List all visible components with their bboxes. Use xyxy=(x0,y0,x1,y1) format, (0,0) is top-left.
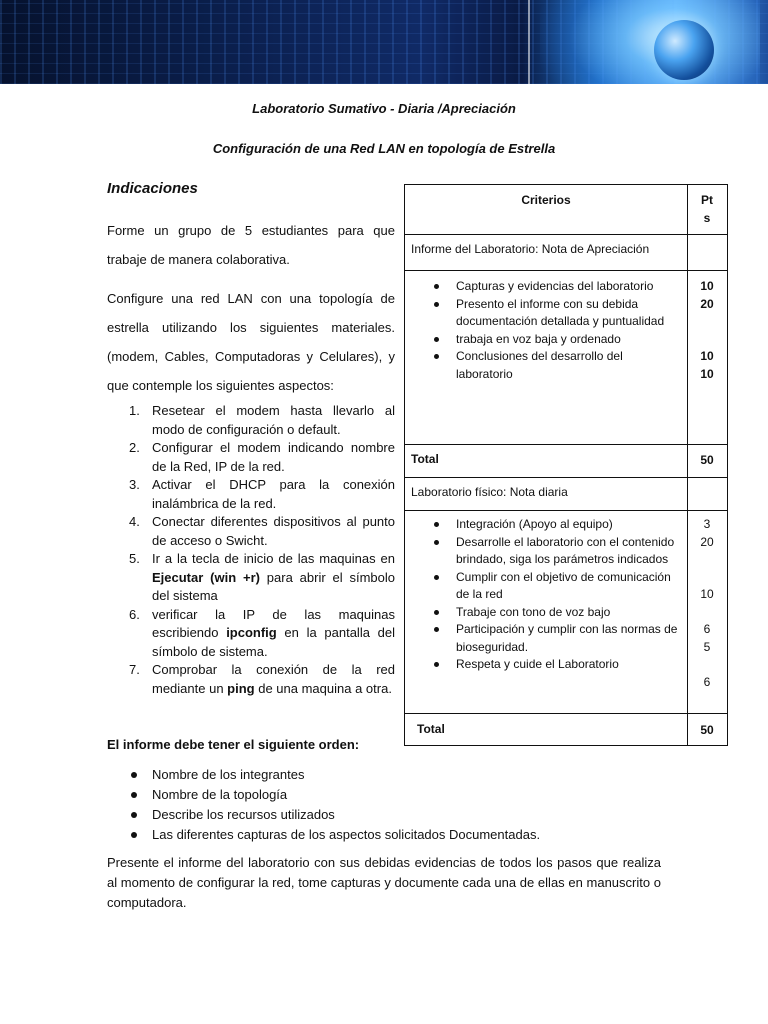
row-divider xyxy=(405,510,727,511)
bullet-icon xyxy=(434,610,439,615)
list-item-text: Nombre de los integrantes xyxy=(152,767,305,782)
step-text: Resetear el modem hasta llevarlo al modo de configuración o default. xyxy=(152,403,395,437)
criteria-item xyxy=(405,569,681,604)
criteria-item xyxy=(405,604,681,622)
paragraph-group: Forme un grupo de 5 estudiantes para que trabaje de manera colaborativa. xyxy=(107,223,395,267)
bullet-icon xyxy=(131,812,137,818)
step-text: Conectar diferentes dispositivos al punto de acceso o Swicht. xyxy=(152,514,395,548)
step-number: 5. xyxy=(129,551,140,566)
step-keyword: ping xyxy=(227,680,255,696)
bullet-icon xyxy=(434,337,439,342)
document-title: Laboratorio Sumativo - Diaria /Apreciación xyxy=(252,101,516,116)
criteria-text: Respeta y cuide el Laboratorio xyxy=(456,657,619,671)
step-text: Comprobar la conexión de la red mediante un xyxy=(152,662,395,696)
step-number: 2. xyxy=(129,440,140,455)
globe-icon xyxy=(654,20,714,80)
row-divider xyxy=(405,234,727,235)
bullet-icon xyxy=(434,354,439,359)
points-value: 6 xyxy=(703,622,711,636)
criteria-item xyxy=(405,534,681,569)
list-item-text: Describe los recursos utilizados xyxy=(152,807,335,822)
criteria-text: Presento el informe con su debida documentación detallada y puntualidad xyxy=(456,296,665,328)
total-points: 50 xyxy=(700,453,714,467)
criteria-text: trabaja en voz baja y ordenado xyxy=(456,331,621,346)
bullet-icon xyxy=(434,522,439,527)
list-item xyxy=(107,765,540,785)
network-glow xyxy=(540,0,760,84)
bullet-icon xyxy=(434,627,439,632)
document-subtitle: Configuración de una Red LAN en topología de Estrella xyxy=(212,141,556,156)
step-text-after: en la pantalla del símbolo de sistema. xyxy=(152,625,395,659)
criteria-item xyxy=(405,331,681,349)
bullet-icon xyxy=(434,302,439,307)
criteria-text: Capturas y evidencias del laboratorio xyxy=(456,279,654,293)
criteria-text: Cumplir con el objetivo de comunicación de la red xyxy=(456,569,671,601)
points-value: 6 xyxy=(703,674,711,689)
points-value: 10 xyxy=(700,366,714,381)
step-number: 7. xyxy=(129,662,140,677)
points-value: 5 xyxy=(703,639,711,654)
step-item xyxy=(107,439,395,476)
row-divider xyxy=(405,713,727,714)
header-points: Pt s xyxy=(701,193,713,225)
steps-list xyxy=(107,402,395,698)
step-text: Ir a la tecla de inicio de las maquinas en xyxy=(152,551,395,566)
list-item xyxy=(107,805,540,825)
bullet-icon xyxy=(434,662,439,667)
section-diaria-criteria xyxy=(405,516,681,674)
section-diaria-label: Laboratorio físico: Nota diaria xyxy=(411,485,568,499)
bullet-icon xyxy=(131,772,137,778)
step-item xyxy=(107,513,395,550)
step-number: 3. xyxy=(129,477,140,492)
criteria-item xyxy=(405,516,681,534)
criteria-item xyxy=(405,348,681,383)
bullet-icon xyxy=(434,284,439,289)
step-text: Configurar el modem indicando nombre de la Red, IP de la red. xyxy=(152,440,395,474)
step-keyword: Ejecutar (win +r) xyxy=(152,569,260,585)
criteria-text: Conclusiones del desarrollo del laboratorio xyxy=(456,349,623,381)
list-item xyxy=(107,785,540,805)
step-keyword: ipconfig xyxy=(226,625,277,640)
report-order-list xyxy=(107,765,540,845)
bullet-icon xyxy=(131,792,137,798)
total-label: Total xyxy=(411,452,439,466)
list-item-text: Las diferentes capturas de los aspectos solicitados Documentadas. xyxy=(152,827,541,842)
step-text: verificar la IP de las maquinas escribiendo xyxy=(152,606,395,640)
bullet-icon xyxy=(434,540,439,545)
section-heading: Indicaciones xyxy=(107,180,198,197)
report-heading: El informe debe tener el siguiente orden: xyxy=(107,737,360,752)
step-number: 6. xyxy=(129,606,140,622)
section-apreciacion-label: Informe del Laboratorio: Nota de Apreciación xyxy=(411,242,650,256)
points-value: 10 xyxy=(700,349,714,363)
step-item xyxy=(107,402,395,439)
row-divider xyxy=(405,477,727,478)
points-value: 10 xyxy=(700,587,714,601)
criteria-item xyxy=(405,296,681,331)
header-criteria: Criterios xyxy=(521,193,571,207)
step-item xyxy=(107,661,395,698)
criteria-text: Integración (Apoyo al equipo) xyxy=(456,517,613,531)
points-value: 10 xyxy=(700,279,714,293)
step-number: 1. xyxy=(129,403,140,418)
paragraph-materials: Configure una red LAN con una topología de estrella utilizando los siguientes materiales. (modem, Cables, Computadoras y Celulares), y que contemple los siguientes aspectos: xyxy=(107,291,395,393)
bullet-icon xyxy=(131,832,137,838)
step-number: 4. xyxy=(129,514,140,529)
criteria-item xyxy=(405,278,681,296)
step-text-after: de una maquina a otra. xyxy=(254,680,392,696)
criteria-text: Participación y cumplir con las normas de bioseguridad. xyxy=(456,622,678,654)
criteria-item xyxy=(405,656,681,674)
criteria-text: Desarrolle el laboratorio con el contenido brindado, siga los parámetros indicados xyxy=(456,534,675,566)
banner-divider xyxy=(528,0,530,84)
points-value: 3 xyxy=(703,517,711,531)
step-item xyxy=(107,550,395,606)
points-value: 20 xyxy=(700,296,714,311)
total-label: Total xyxy=(417,722,445,736)
criteria-table xyxy=(404,184,728,746)
step-text: Activar el DHCP para la conexión inalámbrica de la red. xyxy=(152,477,395,511)
list-item xyxy=(107,825,540,845)
row-divider xyxy=(405,270,727,271)
step-item xyxy=(107,606,395,662)
total-points: 50 xyxy=(700,723,714,737)
final-paragraph: Presente el informe del laboratorio con sus debidas evidencias de todos los pasos que realiza al momento de configurar la red, tome capturas y documente cada una de ellas en manuscrito o computadora. xyxy=(107,855,661,910)
section-apreciacion-criteria xyxy=(405,278,681,383)
points-value: 20 xyxy=(700,534,714,549)
header-banner-image xyxy=(0,0,768,84)
step-text-after: para abrir el símbolo del sistema xyxy=(152,569,395,603)
row-divider xyxy=(405,444,727,445)
criteria-item xyxy=(405,621,681,656)
bullet-icon xyxy=(434,575,439,580)
step-item xyxy=(107,476,395,513)
criteria-text: Trabaje con tono de voz bajo xyxy=(456,604,611,619)
list-item-text: Nombre de la topología xyxy=(152,787,288,802)
